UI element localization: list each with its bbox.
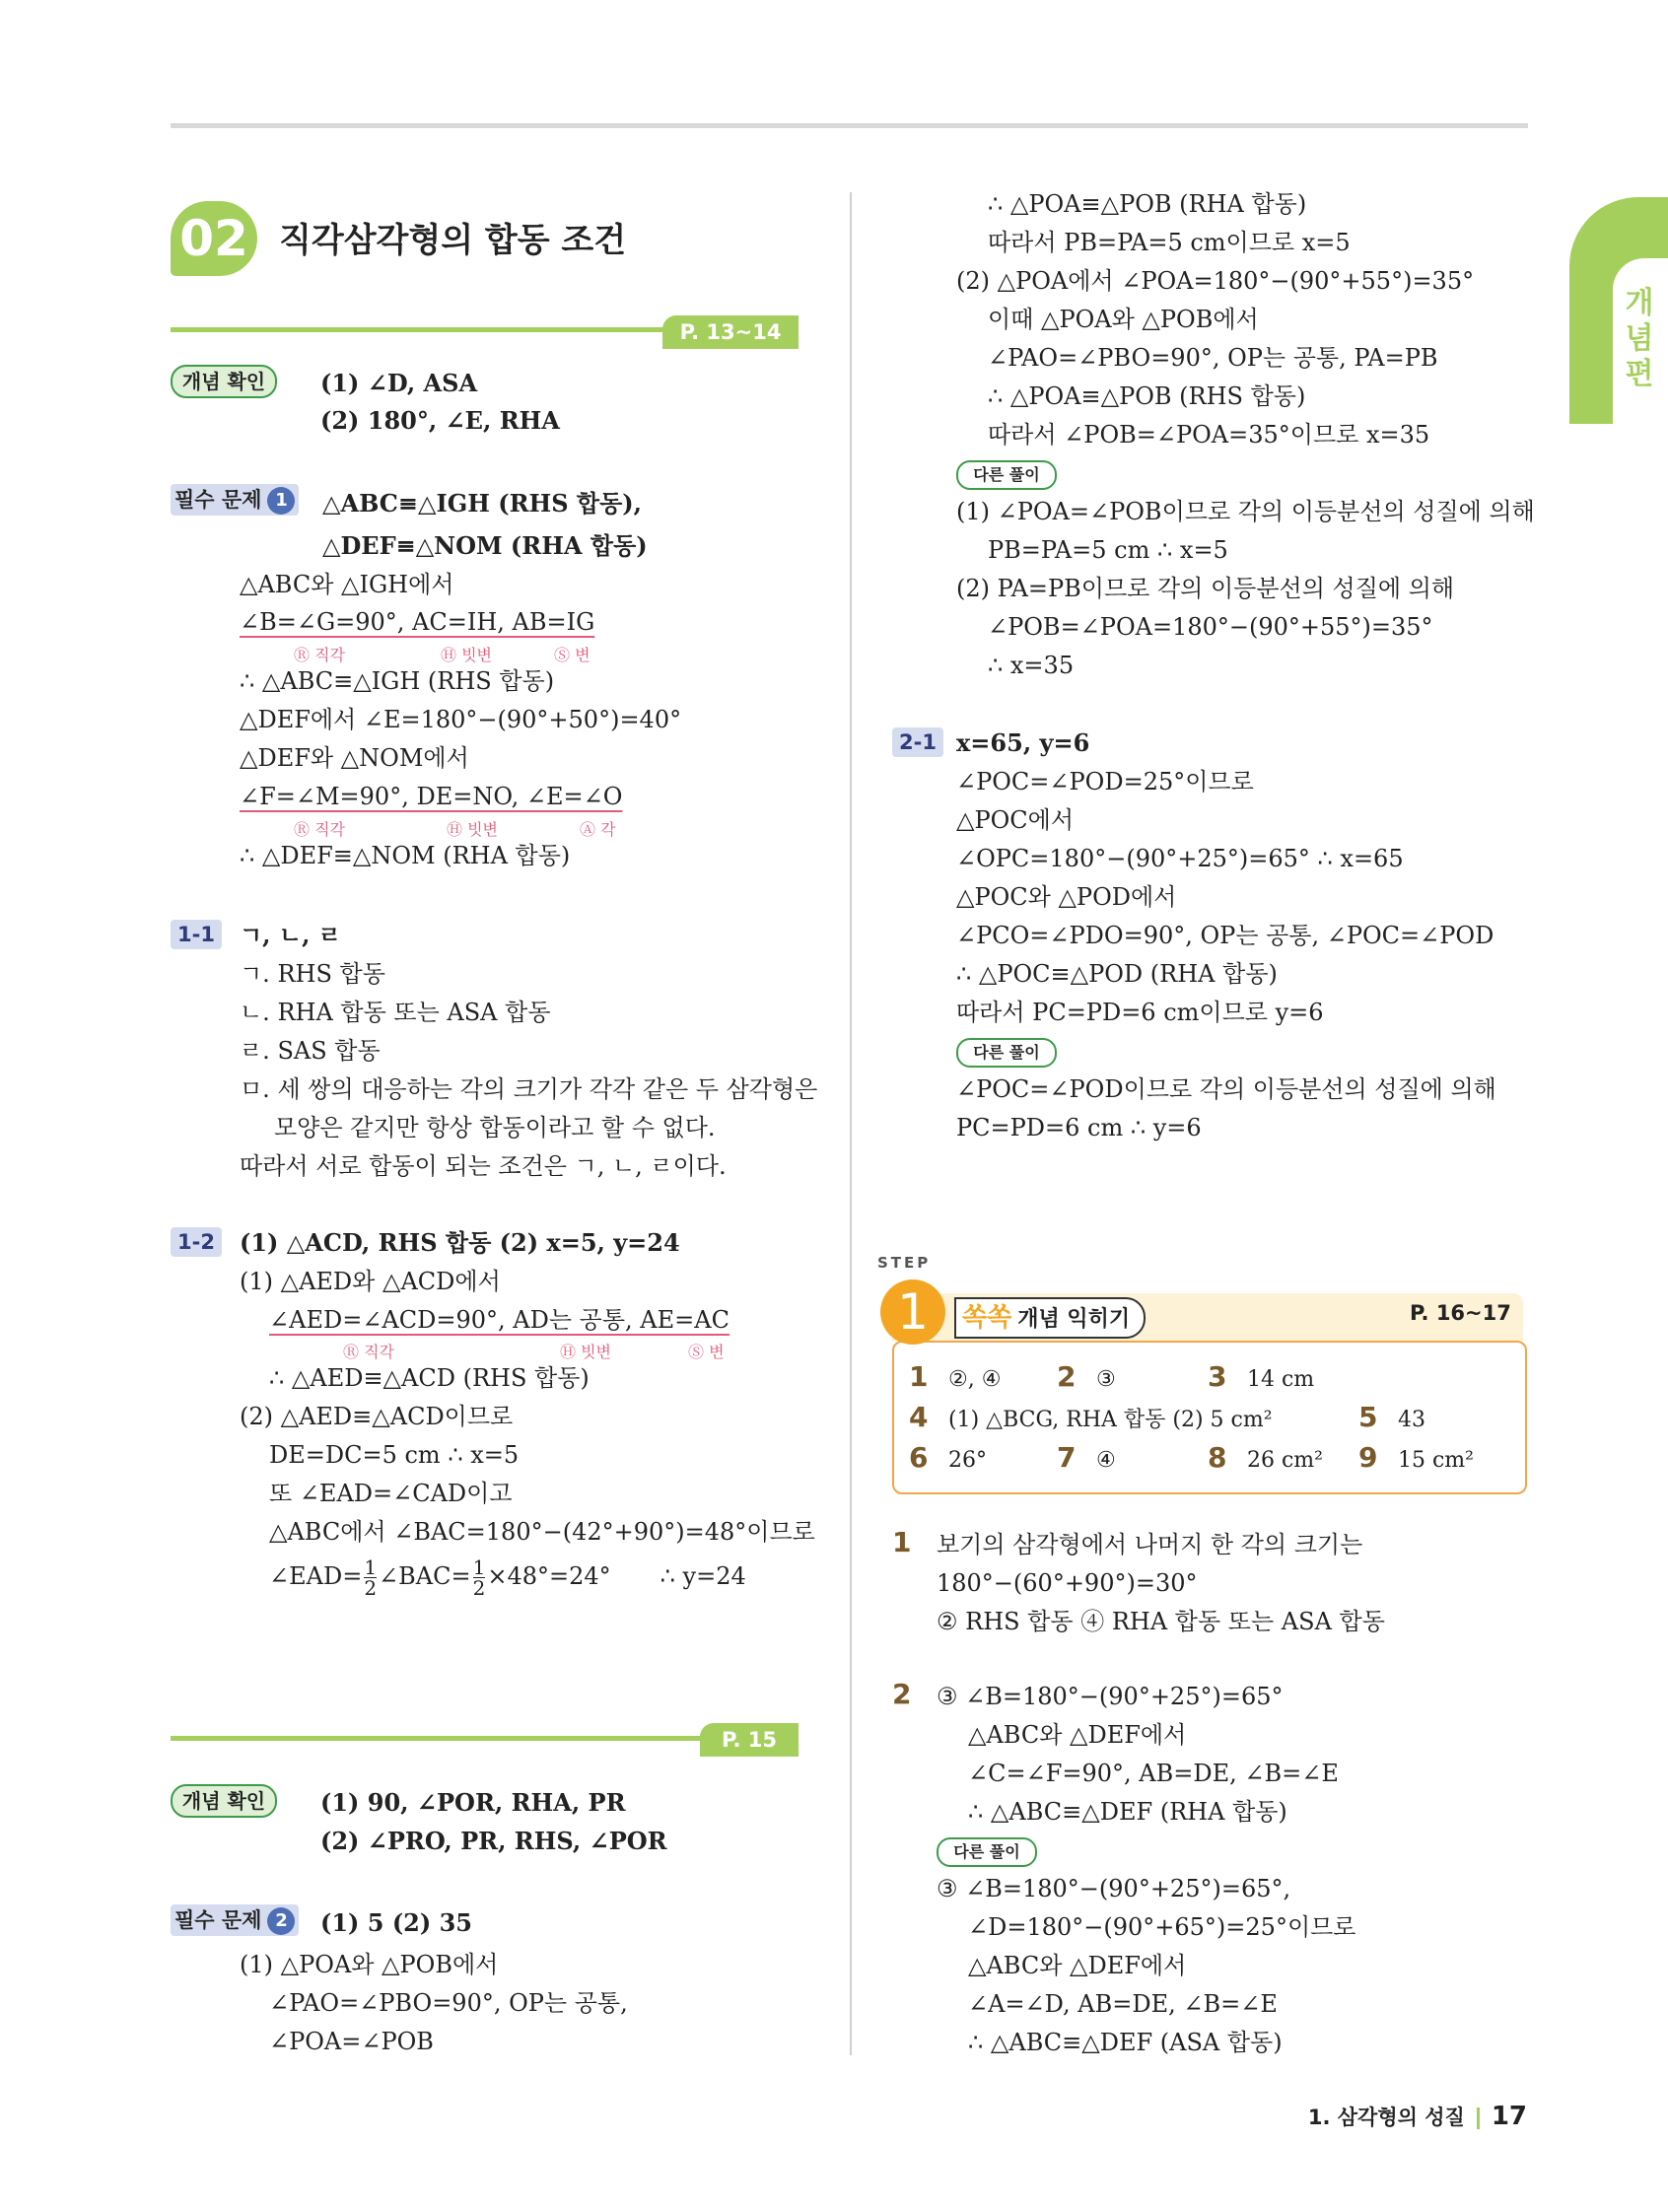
answer-number: 1 — [909, 1360, 929, 1393]
problem-1-2-line: ∠AED=∠ACD=90°, AD는 공통, AE=AC — [269, 1306, 730, 1334]
problem-1-line: ∠B=∠G=90°, AC=IH, AB=IG — [240, 608, 595, 636]
answer-number: 8 — [1208, 1441, 1227, 1474]
problem-1-2-line: (2) △AED≡△ACD이므로 — [240, 1403, 514, 1430]
annotation-side: Ⓢ 변 — [688, 1343, 725, 1361]
annotation-right-angle: Ⓡ 직각 — [294, 646, 345, 664]
problem-2-1-answer: x=65, y=6 — [956, 728, 1090, 757]
step-number: 1 — [880, 1279, 945, 1345]
question-1-line: 보기의 삼각형에서 나머지 한 각의 크기는 — [937, 1531, 1363, 1558]
problem-2-1-line: ∠OPC=180°−(90°+25°)=65° ∴ x=65 — [956, 845, 1404, 872]
section-title: 직각삼각형의 합동 조건 — [279, 221, 627, 260]
alt-solution-line: ∠D=180°−(90°+65°)=25°이므로 — [968, 1913, 1356, 1941]
answer-value: 15 cm² — [1398, 1448, 1474, 1473]
annotation-hypotenuse: Ⓗ 빗변 — [441, 646, 492, 664]
solution-line: ∴ △POA≡△POB (RHA 합동) — [988, 190, 1307, 218]
alt-solution-line: (1) ∠POA=∠POB이므로 각의 이등분선의 성질에 의해 — [956, 498, 1535, 525]
solution-line: (2) △POA에서 ∠POA=180°−(90°+55°)=35° — [956, 267, 1475, 295]
problem-1-line: ∴ △ABC≡△IGH (RHS 합동) — [240, 667, 555, 695]
question-2-line: ∠C=∠F=90°, AB=DE, ∠B=∠E — [968, 1760, 1339, 1787]
problem-1-2-line: ∴ △AED≡△ACD (RHS 합동) — [269, 1364, 590, 1392]
alt-solution-line: ∴ x=35 — [988, 652, 1075, 679]
question-number: 2 — [892, 1678, 912, 1710]
required-problem-label: 필수 문제 2 — [171, 1904, 299, 1936]
alternative-solution-label: 다른 풀이 — [937, 1837, 1037, 1867]
problem-1-1-answer: ㄱ, ㄴ, ㄹ — [240, 921, 341, 949]
problem-1-2-line: 또 ∠EAD=∠CAD이고 — [269, 1480, 513, 1507]
solution-line: ∴ △POA≡△POB (RHS 합동) — [988, 382, 1306, 410]
problem-1-line: ∠F=∠M=90°, DE=NO, ∠E=∠O — [240, 783, 623, 810]
problem-2-1-line: ∠PCO=∠PDO=90°, OP는 공통, ∠POC=∠POD — [956, 922, 1494, 949]
problem-1-line: △DEF에서 ∠E=180°−(90°+50°)=40° — [240, 706, 682, 733]
answer-number: 2 — [1057, 1360, 1077, 1393]
problem-1-1-line: ㄴ. RHA 합동 또는 ASA 합동 — [240, 999, 551, 1026]
problem-2-1-line: ∠POC=∠POD=25°이므로 — [956, 768, 1254, 795]
problem-1-line: ∴ △DEF≡△NOM (RHA 합동) — [240, 842, 571, 869]
step-label: STEP — [877, 1254, 932, 1272]
annotation-side: Ⓢ 변 — [554, 646, 591, 664]
concept-check-answer-2: (2) 180°, ∠E, RHA — [320, 406, 560, 435]
answer-value: 43 — [1398, 1408, 1425, 1432]
problem-2-line: ∠POA=∠POB — [269, 2028, 434, 2055]
side-tab-label: 개념편 — [1625, 286, 1654, 391]
concept-check-answer-1: (1) ∠D, ASA — [320, 369, 478, 397]
problem-1-1-line: ㅁ. 세 쌍의 대응하는 각의 크기가 각각 같은 두 삼각형은 — [240, 1075, 818, 1103]
answer-number: 3 — [1208, 1360, 1227, 1393]
alt-solution-line: ∠A=∠D, AB=DE, ∠B=∠E — [968, 1990, 1278, 2018]
solution-line: 따라서 PB=PA=5 cm이므로 x=5 — [988, 229, 1351, 256]
answer-value: 26 cm² — [1247, 1448, 1323, 1473]
question-2-line: ∴ △ABC≡△DEF (RHA 합동) — [968, 1798, 1287, 1826]
fraction-half: $\frac{1}{2}$ — [472, 1555, 486, 1600]
alt-solution-line: (2) PA=PB이므로 각의 이등분선의 성질에 의해 — [956, 575, 1455, 602]
question-2-line: ③ ∠B=180°−(90°+25°)=65° — [937, 1683, 1284, 1710]
answer-value: ③ — [1096, 1367, 1116, 1392]
answer-number: 5 — [1358, 1401, 1378, 1433]
annotation-hypotenuse: Ⓗ 빗변 — [560, 1343, 611, 1361]
alt-solution-line: ③ ∠B=180°−(90°+25°)=65°, — [937, 1875, 1291, 1902]
problem-1-1-line: ㄱ. RHS 합동 — [240, 960, 385, 988]
annotation-right-angle: Ⓡ 직각 — [294, 820, 345, 839]
solution-line: ∠PAO=∠PBO=90°, OP는 공통, PA=PB — [988, 344, 1438, 372]
alt-solution-line: ∠POC=∠POD이므로 각의 이등분선의 성질에 의해 — [956, 1075, 1496, 1103]
solution-line: 따라서 ∠POB=∠POA=35°이므로 x=35 — [988, 421, 1430, 449]
answer-number: 6 — [909, 1441, 929, 1474]
problem-2-1-line: △POC와 △POD에서 — [956, 883, 1177, 911]
page-tag-1: P. 13~14 — [662, 315, 799, 349]
question-1-line: 180°−(60°+90°)=30° — [937, 1569, 1198, 1597]
problem-1-2-fraction-line: ∠EAD= $\frac{1}{2}$ ∠BAC= $\frac{1}{2}$ ×48°=24° ∴ y=24 — [269, 1555, 746, 1600]
page-number: 17 — [1491, 2102, 1527, 2131]
annotation-hypotenuse: Ⓗ 빗변 — [447, 820, 498, 839]
problem-2-line: (1) △POA와 △POB에서 — [240, 1951, 499, 1978]
question-number: 1 — [892, 1526, 912, 1558]
problem-1-2-line: (1) △AED와 △ACD에서 — [240, 1268, 501, 1295]
problem-tag-1-2: 1-2 — [171, 1227, 222, 1257]
page-footer — [1308, 2102, 1527, 2131]
problem-2-1-line: 따라서 PC=PD=6 cm이므로 y=6 — [956, 999, 1324, 1026]
column-divider — [850, 192, 852, 2055]
answer-number: 4 — [909, 1401, 929, 1433]
problem-1-1-line: ㄹ. SAS 합동 — [240, 1037, 381, 1065]
footer-separator — [1477, 2108, 1480, 2129]
problem-2-1-line: ∴ △POC≡△POD (RHA 합동) — [956, 960, 1278, 988]
problem-1-1-line: 모양은 같지만 항상 합동이라고 할 수 없다. — [274, 1114, 716, 1141]
concept-check-label: 개념 확인 — [171, 365, 277, 398]
problem-number-badge: 1 — [267, 487, 295, 515]
concept-check-2-answer-2: (2) ∠PRO, PR, RHS, ∠POR — [320, 1827, 667, 1855]
answer-value: 26° — [948, 1448, 987, 1473]
step-title: 쏙쏙 개념 익히기 — [954, 1297, 1146, 1339]
problem-2-1-line: △POC에서 — [956, 806, 1075, 834]
alternative-solution-label: 다른 풀이 — [956, 1038, 1057, 1068]
problem-2-line: ∠PAO=∠PBO=90°, OP는 공통, — [269, 1989, 628, 2017]
problem-tag-1-1: 1-1 — [171, 920, 222, 949]
answer-value: ④ — [1096, 1448, 1116, 1473]
problem-1-line: △DEF와 △NOM에서 — [240, 744, 469, 772]
concept-check-label: 개념 확인 — [171, 1784, 277, 1818]
concept-check-2-answer-1: (1) 90, ∠POR, RHA, PR — [320, 1788, 626, 1817]
question-2-line: △ABC와 △DEF에서 — [968, 1721, 1187, 1749]
annotation-right-angle: Ⓡ 직각 — [343, 1343, 394, 1361]
alt-solution-line: PB=PA=5 cm ∴ x=5 — [988, 536, 1228, 564]
annotation-angle: Ⓐ 각 — [580, 820, 616, 839]
question-1-line: ② RHS 합동 ④ RHA 합동 또는 ASA 합동 — [937, 1608, 1385, 1635]
alt-solution-line: PC=PD=6 cm ∴ y=6 — [956, 1114, 1202, 1141]
alternative-solution-label: 다른 풀이 — [956, 460, 1057, 490]
chapter-title: 1. 삼각형의 성질 — [1307, 2106, 1465, 2129]
answer-value: ②, ④ — [948, 1367, 1002, 1392]
problem-1-line: △ABC와 △IGH에서 — [240, 571, 454, 598]
answer-number: 7 — [1057, 1441, 1077, 1474]
problem-number-badge: 2 — [267, 1907, 295, 1935]
problem-1-2-line: DE=DC=5 cm ∴ x=5 — [269, 1441, 520, 1469]
page-tag-2: P. 15 — [700, 1723, 799, 1757]
answer-value: (1) △BCG, RHA 합동 (2) 5 cm² — [948, 1408, 1273, 1432]
problem-tag-2-1: 2-1 — [892, 727, 943, 757]
problem-1-2-line: △ABC에서 ∠BAC=180°−(42°+90°)=48°이므로 — [269, 1518, 815, 1546]
alt-solution-line: ∠POB=∠POA=180°−(90°+55°)=35° — [988, 613, 1433, 641]
problem-1-1-line: 따라서 서로 합동이 되는 조건은 ㄱ, ㄴ, ㄹ이다. — [240, 1152, 727, 1180]
alt-solution-line: △ABC와 △DEF에서 — [968, 1952, 1187, 1979]
problem-2-answer: (1) 5 (2) 35 — [320, 1908, 472, 1937]
solution-line: 이때 △POA와 △POB에서 — [988, 306, 1259, 333]
top-rule — [171, 123, 1528, 128]
required-problem-label: 필수 문제 1 — [171, 484, 299, 516]
problem-1-answer-line-1: △ABC≡△IGH (RHS 합동), — [322, 489, 642, 518]
answer-number: 9 — [1358, 1441, 1378, 1474]
step-page-tag: P. 16~17 — [1410, 1301, 1511, 1325]
section-number-badge: 02 — [171, 201, 257, 276]
alt-solution-line: ∴ △ABC≡△DEF (ASA 합동) — [968, 2029, 1283, 2056]
fraction-half: $\frac{1}{2}$ — [364, 1555, 378, 1600]
problem-1-answer-line-2: △DEF≡△NOM (RHA 합동) — [322, 531, 648, 560]
answer-value: 14 cm — [1247, 1367, 1315, 1392]
problem-1-2-answer: (1) △ACD, RHS 합동 (2) x=5, y=24 — [240, 1228, 680, 1257]
